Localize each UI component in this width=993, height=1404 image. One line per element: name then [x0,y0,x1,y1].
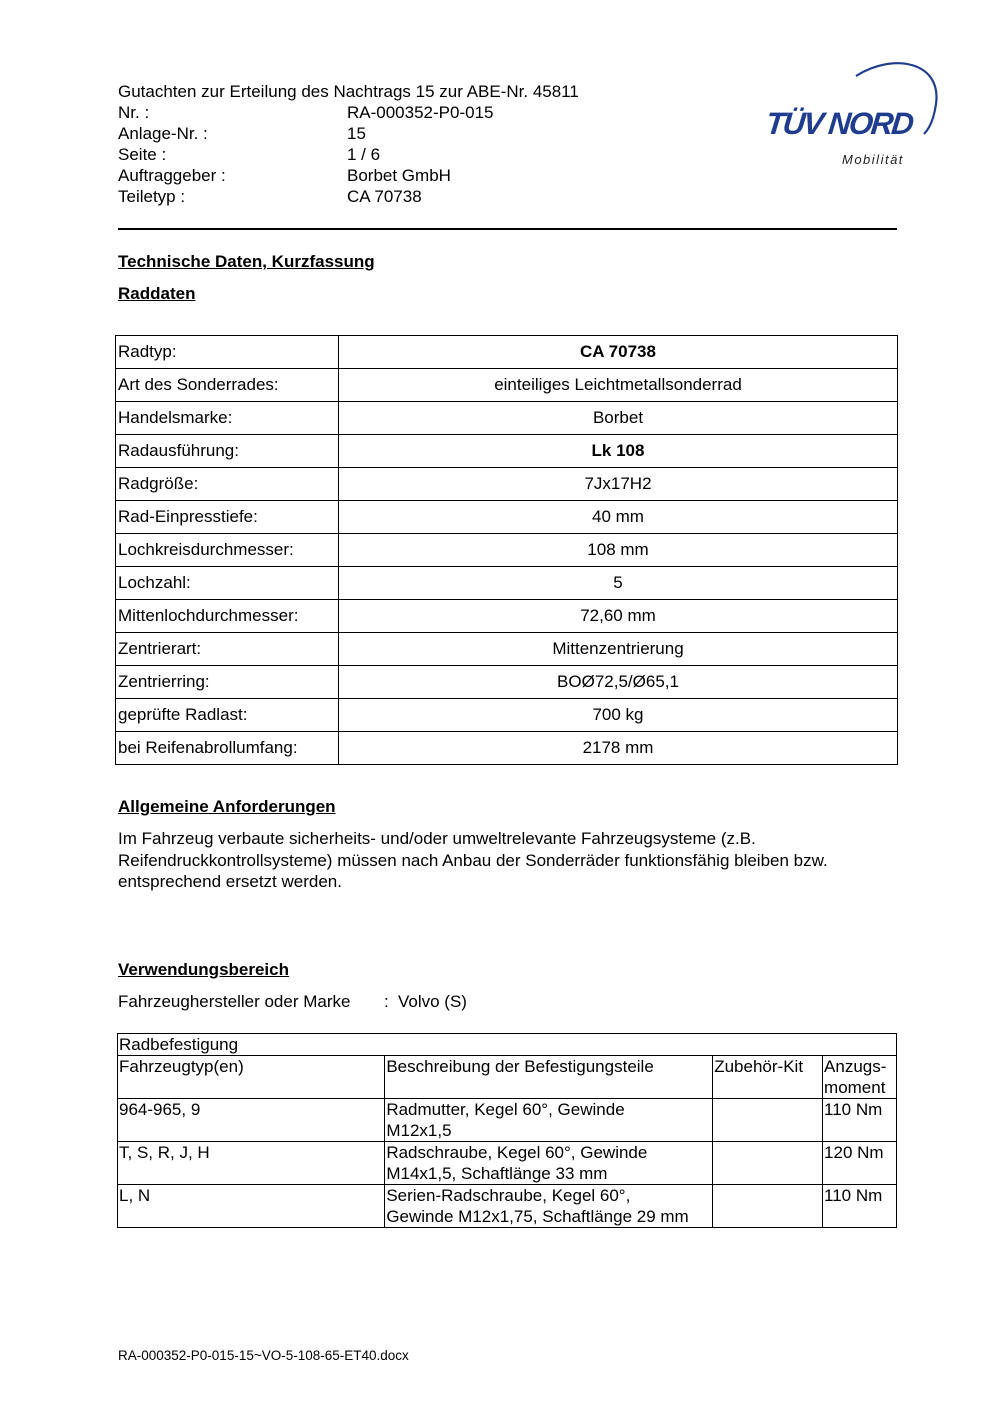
wheel-attribute-value: 40 mm [339,501,898,534]
wheel-attribute-label: Radtyp: [116,336,339,369]
description-line: Radmutter, Kegel 60°, Gewinde [386,1100,625,1119]
torque-cell: 110 Nm [823,1185,897,1228]
table-row [118,1099,897,1142]
wheel-attribute-label: Radgröße: [116,468,339,501]
wheel-attribute-value: 72,60 mm [339,600,898,633]
wheel-attribute-value: BOØ72,5/Ø65,1 [339,666,898,699]
wheel-attribute-label: Lochzahl: [116,567,339,600]
wheel-attribute-value: CA 70738 [339,336,898,369]
manufacturer-label: Fahrzeughersteller oder Marke [118,992,351,1011]
wheel-attribute-label: Mittenlochdurchmesser: [116,600,339,633]
description-line: M14x1,5, Schaftlänge 33 mm [386,1164,608,1183]
header-label: Teiletyp : [118,187,186,206]
table-row [116,699,898,732]
table-row [116,468,898,501]
table-row [116,732,898,765]
header-value: RA-000352-P0-015 [347,103,494,122]
description-line: Radschraube, Kegel 60°, Gewinde [386,1143,648,1162]
wheel-attribute-value: Lk 108 [339,435,898,468]
description-cell [385,1099,713,1142]
table-row [116,435,898,468]
description-line: Serien-Radschraube, Kegel 60°, [386,1186,631,1205]
header-value: 15 [347,124,366,143]
wheel-attribute-value: einteiliges Leichtmetallsonderrad [339,369,898,402]
wheel-attribute-label: Lochkreisdurchmesser: [116,534,339,567]
accessory-kit-cell [713,1142,823,1185]
table-row [116,402,898,435]
section-heading-verwendungsbereich: Verwendungsbereich [118,960,289,979]
vehicle-types-cell: L, N [118,1185,385,1228]
wheel-attribute-label: Zentrierring: [116,666,339,699]
manufacturer-value: Volvo (S) [398,992,467,1011]
manufacturer-separator: : [384,992,389,1011]
column-header-torque [823,1056,897,1099]
header-label: Nr. : [118,103,150,122]
header-label: Seite : [118,145,167,164]
wheel-attribute-label: Art des Sonderrades: [116,369,339,402]
column-header-vehicle-types: Fahrzeugtyp(en) [118,1056,385,1099]
wheel-attribute-label: Radausführung: [116,435,339,468]
column-header-description: Beschreibung der Befestigungsteile [385,1056,713,1099]
wheel-attribute-label: geprüfte Radlast: [116,699,339,732]
torque-cell: 110 Nm [823,1099,897,1142]
header-value: Borbet GmbH [347,166,451,185]
wheel-attribute-value: 7Jx17H2 [339,468,898,501]
header-value: 1 / 6 [347,145,381,164]
table-row [116,666,898,699]
description-cell [385,1142,713,1185]
torque-header-line: Anzugs- [824,1057,887,1076]
vehicle-types-cell: T, S, R, J, H [118,1142,385,1185]
header-value: CA 70738 [347,187,422,206]
table-row [116,600,898,633]
tuev-nord-logo: TÜV NORD [764,106,914,141]
wheel-attribute-label: Handelsmarke: [116,402,339,435]
table-header-row [118,1056,897,1099]
wheel-attribute-label: Zentrierart: [116,633,339,666]
accessory-kit-cell [713,1185,823,1228]
table-row [116,369,898,402]
header-label: Auftraggeber : [118,166,226,185]
footer-filename: RA-000352-P0-015-15~VO-5-108-65-ET40.docx [118,1348,409,1363]
wheel-attribute-label: bei Reifenabrollumfang: [116,732,339,765]
accessory-kit-cell [713,1099,823,1142]
requirements-paragraph: Im Fahrzeug verbaute sicherheits- und/oder umweltrelevante Fahrzeugsysteme (z.B. Reifendruckkontrollsysteme) müssen nach Anbau der Sonderräder funktionsfähig bleiben bzw. entsprechend ersetzt werden. [118,829,828,891]
table-row [116,633,898,666]
table-row [118,1142,897,1185]
table-row [116,501,898,534]
wheel-attribute-label: Rad-Einpresstiefe: [116,501,339,534]
table-caption-row [118,1034,897,1056]
manufacturer-line [118,992,467,1012]
table-row [118,1185,897,1228]
torque-header-line: moment [824,1078,886,1097]
wheel-attribute-value: 2178 mm [339,732,898,765]
vehicle-types-cell: 964-965, 9 [118,1099,385,1142]
wheel-attribute-value: 108 mm [339,534,898,567]
section-heading-technische-daten: Technische Daten, Kurzfassung [118,252,375,271]
wheel-attribute-value: 700 kg [339,699,898,732]
table-row [116,567,898,600]
wheel-attribute-value: 5 [339,567,898,600]
table-row [116,336,898,369]
section-heading-raddaten: Raddaten [118,284,196,303]
section-heading-allgemeine-anforderungen: Allgemeine Anforderungen [118,797,336,816]
wheel-attribute-value: Borbet [339,402,898,435]
header-label: Anlage-Nr. : [118,124,208,143]
logo-subtitle: Mobilität [842,152,904,167]
document-title: Gutachten zur Erteilung des Nachtrags 15 zur ABE-Nr. 45811 [118,82,579,101]
header-divider [118,228,897,230]
column-header-accessory-kit: Zubehör-Kit [713,1056,823,1099]
table-caption: Radbefestigung [118,1034,897,1056]
torque-cell: 120 Nm [823,1142,897,1185]
wheel-fastening-table [117,1033,897,1228]
description-line: Gewinde M12x1,75, Schaftlänge 29 mm [386,1207,689,1226]
table-row [116,534,898,567]
wheel-data-table [115,335,898,765]
description-cell [385,1185,713,1228]
wheel-attribute-value: Mittenzentrierung [339,633,898,666]
description-line: M12x1,5 [386,1121,452,1140]
